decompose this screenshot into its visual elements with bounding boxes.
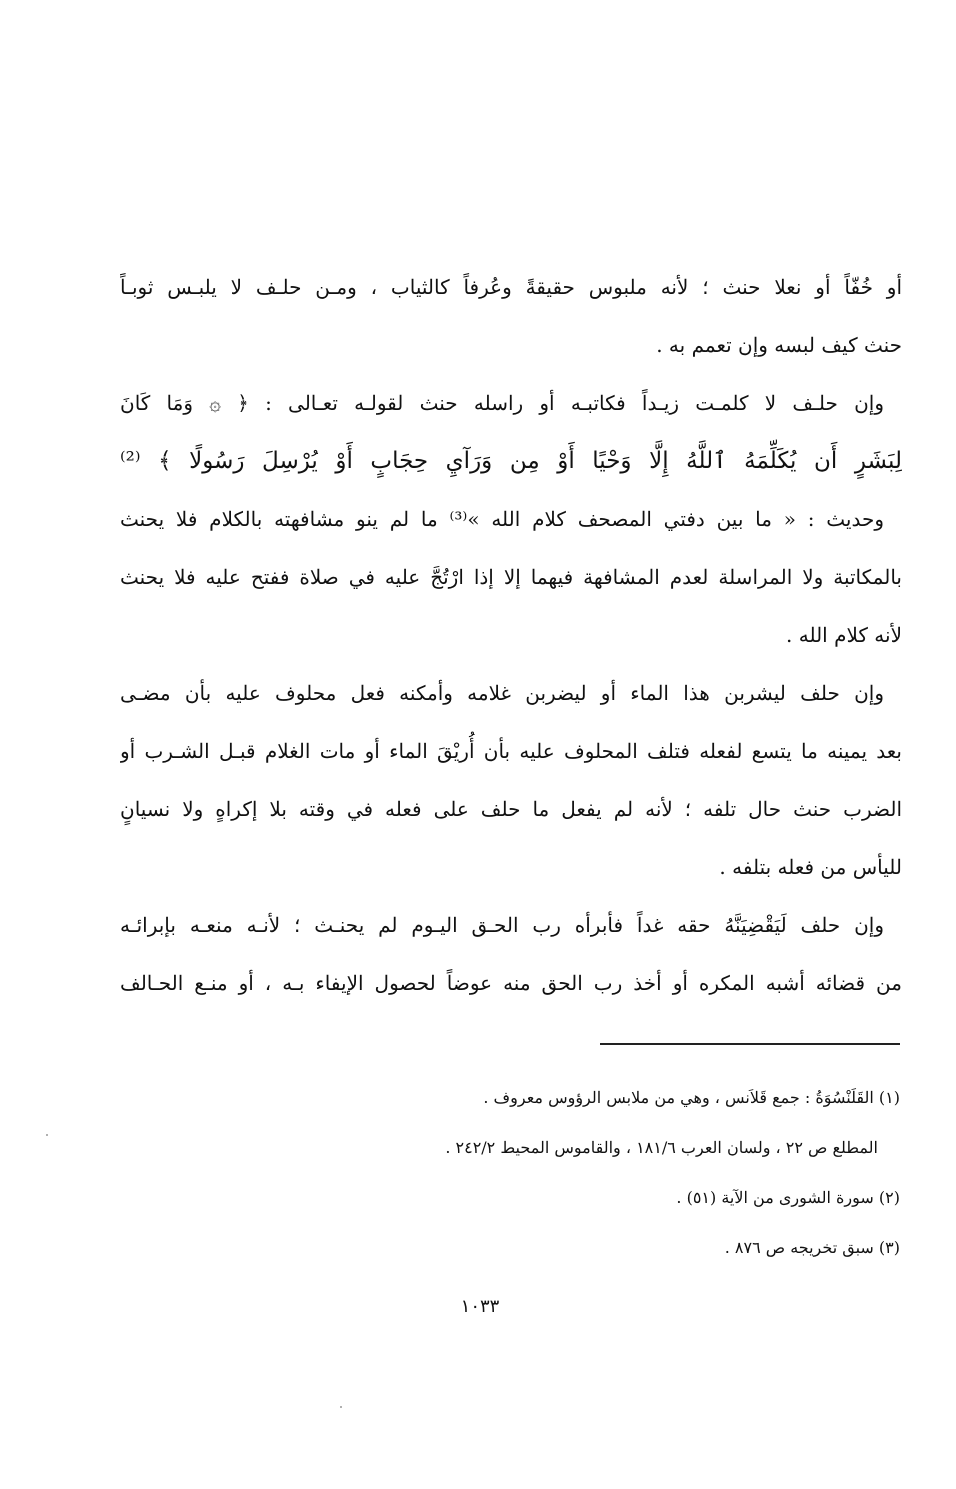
text-line-7: لأنه كلام الله .	[786, 623, 902, 647]
page-number: ١٠٣٣	[460, 1296, 500, 1317]
text-line-3: وإن حلـف لا كلمـت زيـداً فكاتبـه أو راسله حنث لقولـه تعـالى : ﴿ ۞ وَمَا كَانَ	[120, 391, 884, 415]
footnotes	[300, 1078, 900, 1278]
footnote-3: (٣) سبق تخريجه ص ٨٧٦ .	[724, 1238, 900, 1257]
text-line-12: وإن حلف لَيَقْضِيَنَّهُ حقه غداً فأبرأه رب الحـق اليـوم لم يحنـث ؛ لأنـه منعـه بإبرائـه	[120, 913, 884, 937]
text-line-2: حنث كيف لبسه وإن تعمم به .	[656, 333, 902, 357]
text-line-8: وإن حلف ليشربن هذا الماء أو ليضربن غلامه وأمكنه فعل محلوف عليه بأن مضـى	[120, 681, 884, 705]
text-line-9: بعد يمينه ما يتسع لفعله فتلف المحلوف عليه بأن أُريْقَ الماء أو مات الغلام قبـل الشـرب أو	[120, 739, 902, 763]
main-text	[120, 258, 902, 1012]
scan-speck	[46, 1134, 48, 1136]
text-line-5: وحديث : « ما بين دفتي المصحف كلام الله »⁽³⁾ ما لم ينو مشافهته بالكلام فلا يحنث	[120, 507, 884, 531]
text-line-11: لليأس من فعله بتلفه .	[719, 855, 902, 879]
text-line-10: الضرب حنث حال تلفه ؛ لأنه لم يفعل ما حلف على فعله في وقته بلا إكراهٍ ولا نسيانٍ	[120, 797, 902, 821]
text-line-13: من قضائه أشبه المكره أو أخذ رب الحق منه عوضاً لحصول الإيفاء بـه ، أو منـع الحـالف	[120, 971, 902, 995]
footnote-2: (٢) سورة الشورى من الآية (٥١) .	[676, 1188, 900, 1207]
quran-verse-line: لِبَشَرٍ أَن يُكَلِّمَهُ ٱللَّهُ إِلَّا وَحْيًا أَوْ مِن وَرَآيِ حِجَابٍ أَوْ يُرْسِلَ رَسُولًا ﴾ ⁽²⁾	[120, 448, 902, 474]
text-line-1: أو خُفّاً أو نعلا حنث ؛ لأنه ملبوس حقيقةً وعُرفاً كالثياب ، ومـن حلـف لا يلبـس ثوبـاً	[120, 275, 902, 299]
footnote-1: (١) القَلَنْسُوَةُ : جمع قَلاَنس ، وهي من ملابس الرؤوس معروف .	[483, 1088, 900, 1107]
scan-speck	[340, 1406, 342, 1408]
footnote-1-source: المطلع ص ٢٢ ، ولسان العرب ١٨١/٦ ، والقاموس المحيط ٢٤٢/٢ .	[445, 1138, 878, 1157]
text-line-6: بالمكاتبة ولا المراسلة لعدم المشافهة فيهما إلا إذا ارْتُجَّ عليه في صلاة ففتح عليه فلا يحنث	[120, 565, 902, 589]
footnote-separator	[600, 1043, 900, 1045]
